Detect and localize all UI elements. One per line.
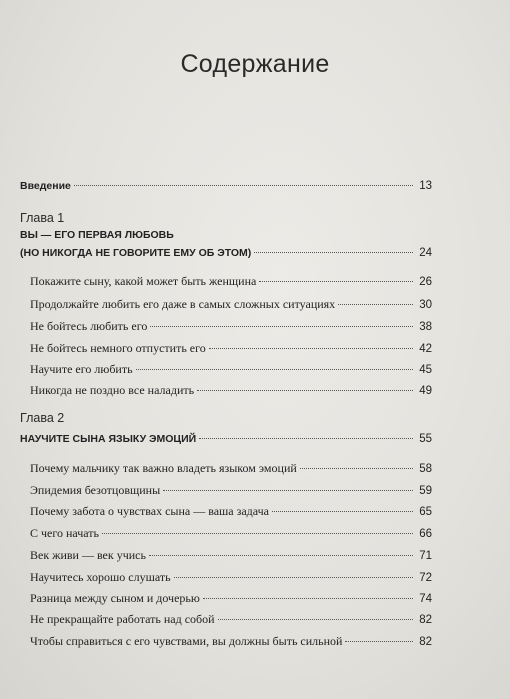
chapter-label: Глава 2 (20, 411, 65, 425)
toc-entry-page: 30 (419, 299, 432, 311)
page-title: Содержание (180, 50, 330, 78)
toc-entry-page: 65 (419, 506, 432, 518)
chapter-heading-line: (НО НИКОГДА НЕ ГОВОРИТЕ ЕМУ ОБ ЭТОМ) (20, 247, 252, 259)
toc-entry-label: Почему забота о чувствах сына — ваша задача (30, 504, 269, 518)
toc-entry[interactable] (30, 339, 432, 357)
toc-entry-label: Почему мальчику так важно владеть языком эмоций (30, 461, 297, 475)
toc-entry-page: 82 (419, 614, 432, 626)
chapter-heading-line: НАУЧИТЕ СЫНА ЯЗЫКУ ЭМОЦИЙ (20, 433, 197, 445)
leader-dots (203, 598, 413, 599)
toc-entry[interactable] (30, 546, 432, 564)
toc-entry-page: 38 (419, 321, 432, 333)
chapter-heading[interactable] (20, 430, 432, 448)
leader-dots (254, 252, 413, 253)
toc-entry-page: 82 (419, 636, 432, 648)
toc-entry-label: Век живи — век учись (30, 548, 146, 562)
toc-entry-page: 71 (419, 550, 432, 562)
toc-entry-label: Научите его любить (30, 362, 133, 376)
toc-entry-page: 74 (419, 593, 432, 605)
toc-entry-label: Разница между сыном и дочерью (30, 591, 200, 605)
toc-entry-page: 49 (419, 385, 432, 397)
toc-entry-page: 59 (419, 485, 432, 497)
toc-entry-label: Покажите сыну, какой может быть женщина (30, 274, 257, 288)
leader-dots (197, 390, 413, 391)
toc-entry[interactable] (30, 524, 432, 542)
leader-dots (163, 490, 413, 491)
toc-entry[interactable] (30, 632, 432, 650)
leader-dots (218, 619, 413, 620)
toc-entry[interactable] (30, 459, 432, 477)
toc-entry-label: Введение (20, 180, 71, 192)
toc-entry[interactable] (30, 272, 432, 290)
leader-dots (199, 438, 413, 439)
toc-entry-label: С чего начать (30, 526, 100, 540)
toc-entry-page: 45 (419, 364, 432, 376)
leader-dots (259, 281, 413, 282)
toc-entry[interactable] (30, 568, 432, 586)
toc-entry-page: 26 (419, 276, 432, 288)
toc-entry-label: Не бойтесь любить его (30, 319, 148, 333)
toc-entry[interactable] (30, 381, 432, 399)
toc-entry-label: Не бойтесь немного отпустить его (30, 341, 206, 355)
leader-dots (102, 533, 413, 534)
chapter-heading[interactable] (20, 244, 432, 262)
toc-entry[interactable] (30, 481, 432, 499)
leader-dots (174, 577, 413, 578)
toc-entry-page: 72 (419, 572, 432, 584)
leader-dots (74, 185, 413, 186)
leader-dots (209, 348, 413, 349)
toc-entry-label: Не прекращайте работать над собой (30, 612, 215, 626)
toc-entry[interactable] (30, 502, 432, 520)
toc-entry-page: 24 (419, 247, 432, 259)
chapter-heading-line[interactable]: ВЫ — ЕГО ПЕРВАЯ ЛЮБОВЬ (20, 229, 174, 241)
leader-dots (150, 326, 413, 327)
toc-entry[interactable] (30, 360, 432, 378)
leader-dots (300, 468, 413, 469)
toc-entry-label: Научитесь хорошо слушать (30, 570, 171, 584)
leader-dots (149, 555, 413, 556)
toc-entry-page: 55 (419, 433, 432, 445)
toc-entry[interactable] (30, 610, 432, 628)
toc-entry-page: 13 (419, 180, 432, 192)
toc-entry-page: 66 (419, 528, 432, 540)
toc-entry[interactable] (30, 589, 432, 607)
chapter-label: Глава 1 (20, 211, 65, 225)
leader-dots (345, 641, 413, 642)
toc-entry-label: Чтобы справиться с его чувствами, вы должны быть сильной (30, 634, 343, 648)
toc-entry-label: Эпидемия безотцовщины (30, 483, 161, 497)
leader-dots (338, 304, 413, 305)
toc-entry-label: Продолжайте любить его даже в самых сложных ситуациях (30, 297, 336, 311)
leader-dots (272, 511, 413, 512)
toc-entry-label: Никогда не поздно все наладить (30, 383, 195, 397)
toc-entry[interactable] (30, 295, 432, 313)
toc-entry-page: 42 (419, 343, 432, 355)
toc-entry[interactable] (30, 317, 432, 335)
toc-entry-page: 58 (419, 463, 432, 475)
leader-dots (136, 369, 413, 370)
toc-entry-intro[interactable] (20, 177, 432, 195)
